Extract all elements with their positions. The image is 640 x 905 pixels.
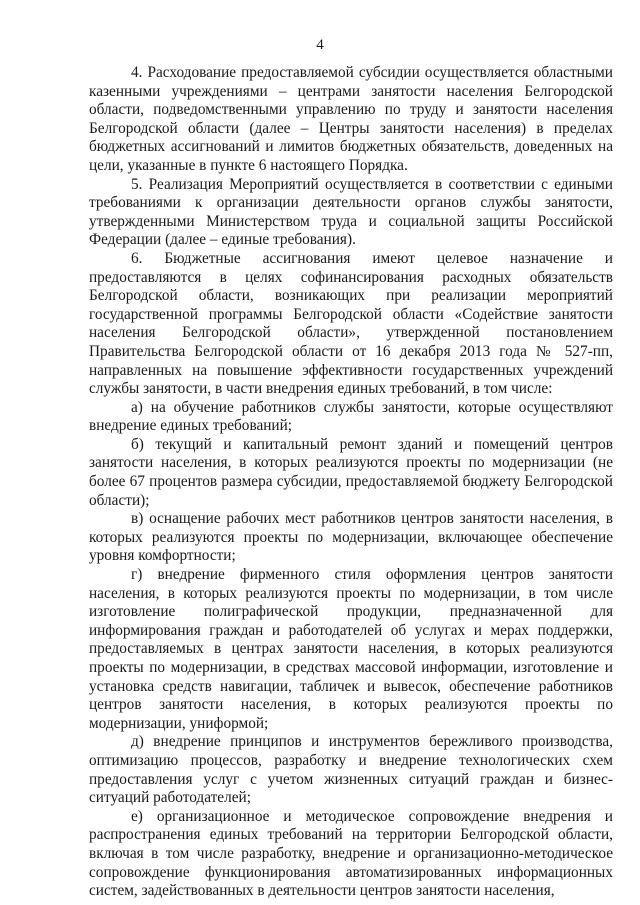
list-item-d: д) внедрение принципов и инструментов бережливого производства, оптимизацию процессов, разработку и внедрение технологических схем предоставления услуг с учетом жизненных ситуаций граждан и бизнес-ситуаций работодателей; bbox=[89, 733, 613, 807]
paragraph-5-implementation: 5. Реализация Мероприятий осуществляется в соответствии с едиными требованиями к организации деятельности органов службы занятости, утвержденными Министерством труда и социальной защиты Российской Федерации (далее – единые требования). bbox=[89, 175, 613, 249]
list-item-v: в) оснащение рабочих мест работников центров занятости населения, в которых реализуются проекты по модернизации, включающее обеспечение уровня комфортности; bbox=[89, 510, 613, 565]
document-body bbox=[89, 64, 613, 901]
list-item-a: а) на обучение работников службы занятости, которые осуществляют внедрение единых требований; bbox=[89, 398, 613, 435]
list-item-g: г) внедрение фирменного стиля оформления центров занятости населения, в которых реализуются проекты по модернизации, в том числе изготовление полиграфической продукции, предназначенной для информирования граждан и работодателей об услугах и мерах поддержки, предоставляемых в центрах занятости населения, в которых реализуются проекты по модернизации, в средствах массовой информации, изготовление и установка средств навигации, табличек и вывесок, обеспечение работников центров занятости населения, в которых реализуются проекты по модернизации, униформой; bbox=[89, 566, 613, 732]
list-item-e: е) организационное и методическое сопровождение внедрения и распространения единых требований на территории Белгородской области, включая в том числе разработку, внедрение и организационно-методическое сопровождение функционирования автоматизированных информационных систем, задействованных в деятельности центров занятости населения, bbox=[89, 807, 613, 900]
page-number: 4 bbox=[316, 37, 324, 53]
list-item-b: б) текущий и капитальный ремонт зданий и помещений центров занятости населения, в которых реализуются проекты по модернизации (не более 67 процентов размера субсидии, предоставляемой бюджету Белгородской области); bbox=[89, 435, 613, 509]
paragraph-4-expenditure: 4. Расходование предоставляемой субсидии осуществляется областными казенными учреждениями – центрами занятости населения Белгородской области, подведомственными управлению по труду и занятости населения Белгородской области (далее – Центры занятости населения) в пределах бюджетных ассигнований и лимитов бюджетных обязательств, доведенных на цели, указанные в пункте 6 настоящего Порядка. bbox=[89, 64, 613, 174]
paragraph-6-budget-allocations: 6. Бюджетные ассигнования имеют целевое назначение и предоставляются в целях софинансирования расходных обязательств Белгородской области, возникающих при реализации мероприятий государственной программы Белгородской области «Содействие занятости населения Белгородской области», утвержденной постановлением Правительства Белгородской области от 16 декабря 2013 года № 527-пп, направленных на повышение эффективности государственных учреждений службы занятости, в части внедрения единых требований, в том числе: bbox=[89, 249, 613, 398]
